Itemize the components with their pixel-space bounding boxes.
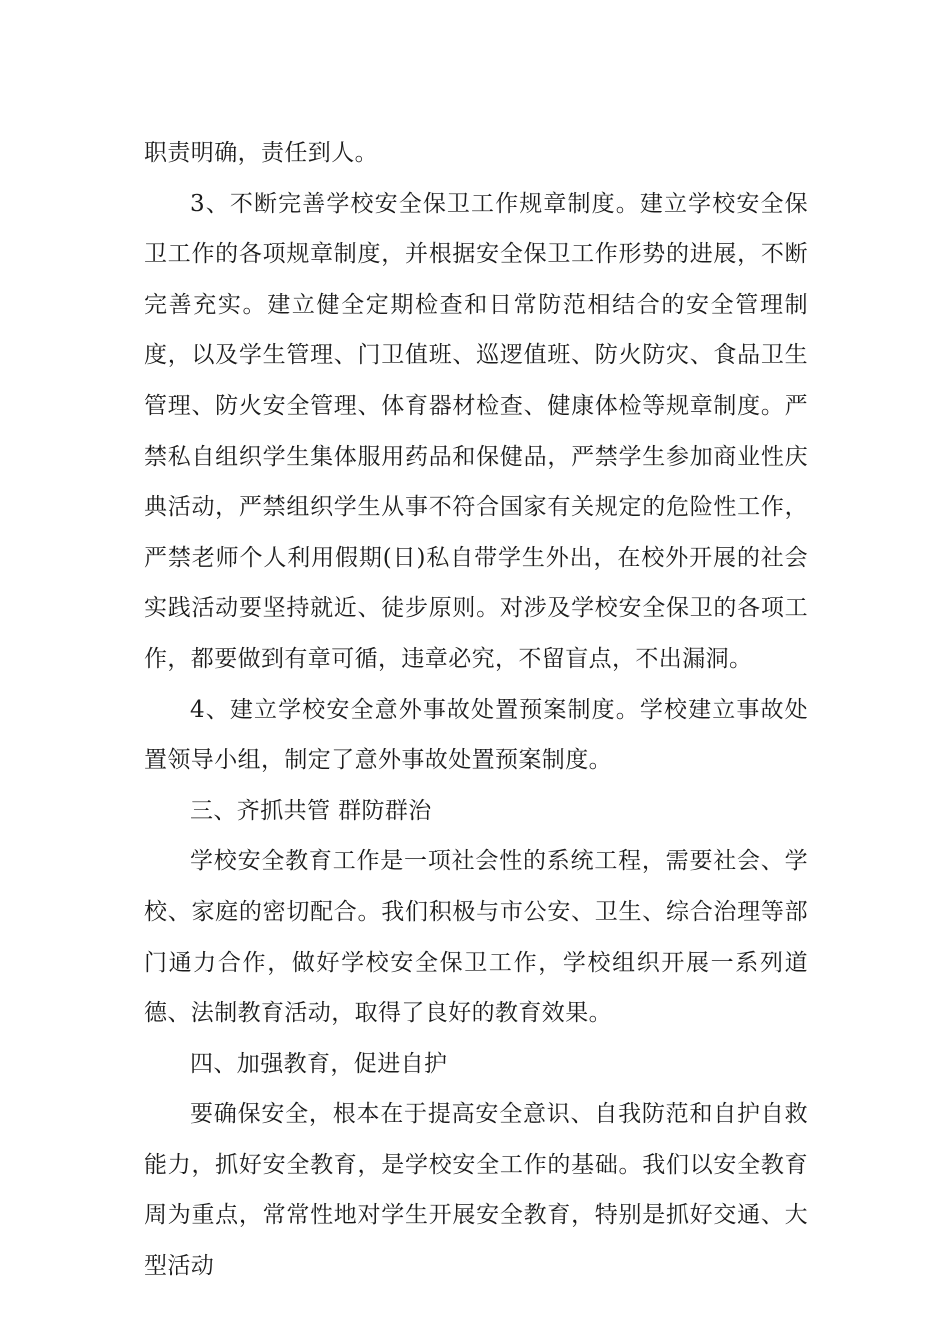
- paragraph-section-4-body: 要确保安全，根本在于提高安全意识、自我防范和自护自救能力，抓好安全教育，是学校安全工作的基础。我们以安全教育周为重点，常常性地对学生开展安全教育，特别是抓好交通、大型活动: [144, 1101, 808, 1280]
- paragraph-item-3: 3、不断完善学校安全保卫工作规章制度。建立学校安全保卫工作的各项规章制度，并根据安全保卫工作形势的进展，不断完善充实。建立健全定期检查和日常防范相结合的安全管理制度，以及学生管理、门卫值班、巡逻值班、防火防灾、食品卫生管理、防火安全管理、体育器材检查、健康体检等规章制度。严禁私自组织学生集体服用药品和保健品，严禁学生参加商业性庆典活动，严禁组织学生从事不符合国家有关规定的危险性工作，严禁老师个人利用假期(日)私自带学生外出，在校外开展的社会实践活动要坚持就近、徒步原则。对涉及学校安全保卫的各项工作，都要做到有章可循，违章必究，不留盲点，不出漏洞。: [144, 190, 808, 672]
- document-body: [144, 128, 808, 1292]
- section-heading-3: 三、齐抓共管 群防群治: [190, 797, 432, 824]
- section-heading-4: 四、加强教育，促进自护: [190, 1050, 448, 1077]
- paragraph-section-3-body: 学校安全教育工作是一项社会性的系统工程，需要社会、学校、家庭的密切配合。我们积极与市公安、卫生、综合治理等部门通力合作，做好学校安全保卫工作，学校组织开展一系列道德、法制教育活动，取得了良好的教育效果。: [144, 848, 808, 1027]
- paragraph-continuation: 职责明确，责任到人。: [144, 140, 378, 166]
- paragraph-item-4: 4、建立学校安全意外事故处置预案制度。学校建立事故处置领导小组，制定了意外事故处置预案制度。: [144, 696, 808, 774]
